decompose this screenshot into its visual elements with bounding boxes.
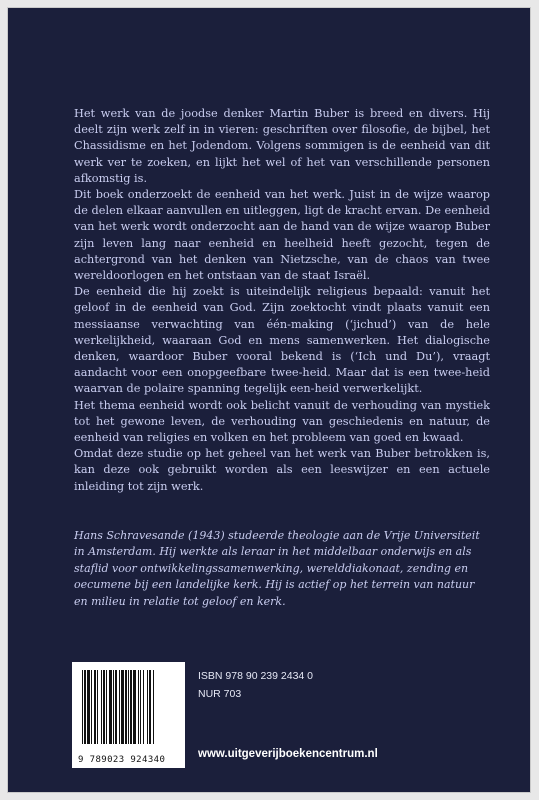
publisher-url: www.uitgeverijboekencentrum.nl (198, 748, 378, 760)
barcode-bar (97, 670, 98, 744)
barcode-bar (119, 670, 120, 744)
barcode-bar (91, 670, 92, 744)
barcode-bar (84, 670, 86, 744)
blurb-paragraph-5: Omdat deze studie op het geheel van het werk van Buber betrokken is, kan deze ook gebruikt worden als een leeswijzer en een actuele inleiding tot zijn werk. (74, 447, 490, 493)
barcode-bar (109, 670, 112, 744)
barcode-bar (82, 670, 83, 744)
back-cover (8, 8, 530, 792)
blurb-text (74, 106, 490, 495)
barcode-bar (140, 670, 141, 744)
barcode-bar (128, 670, 129, 744)
barcode-bar (87, 670, 90, 744)
barcode-bar (133, 670, 136, 744)
barcode-bar (103, 670, 105, 744)
blurb-paragraph-1: Het werk van de joodse denker Martin Buber is breed en divers. Hij deelt zijn werk zelf in in vieren: geschriften over filosofie, de bijbel, het Chassidisme en het Jodendom. Volgens sommigen is de eenheid van dit werk ver te zoeken, en lijkt het wel of het van verschillende personen afkomstig is. (74, 107, 490, 185)
barcode-bar (153, 670, 154, 744)
barcode-bars (80, 670, 177, 744)
blurb-paragraph-3: De eenheid die hij zoekt is uiteindelijk religieus bepaald: vanuit het geloof in de eenheid van God. Zijn zoektocht vindt plaats vanuit een messiaanse verwachting van één-making (‘jichud’) van de hele werkelijkheid, waaraan God en mens samenwerken. Het dialogische denken, waardoor Buber vooral bekend is (‘Ich und Du’), vraagt aandacht voor een onopgeefbare twee-heid. Maar dat is een twee-heid waarvan de polaire spanning tegelijk een-heid verwerkelijkt. (74, 285, 490, 396)
barcode-bar (147, 670, 148, 744)
blurb-paragraph-4: Het thema eenheid wordt ook belicht vanuit de verhouding van mystiek tot het gewone leven, de verhouding van geschiedenis en natuur, de eenheid van religies en volken en het probleem van goed en kwaad. (74, 398, 490, 445)
barcode-digits: 9 789023 924340 (78, 755, 166, 765)
barcode-bar (143, 670, 144, 744)
barcode-bar (130, 670, 132, 744)
barcode-bar (125, 670, 127, 744)
author-bio: Hans Schravesande (1943) studeerde theologie aan de Vrije Universiteit in Amsterdam. Hij werkte als leraar in het middelbaar onderwijs en als staflid voor ontwikkelingssamenwerking, werelddiakonaat, zending en oecumene bij een landelijke kerk. Hij is actief op het terrein van natuur en milieu in relatie tot geloof en kerk. (74, 529, 480, 608)
barcode-bar (94, 670, 96, 744)
barcode-bar (121, 670, 124, 744)
barcode (72, 662, 185, 768)
isbn-text: ISBN 978 90 239 2434 0 (198, 670, 314, 682)
barcode-bar (149, 670, 151, 744)
barcode-bar (138, 670, 139, 744)
barcode-bar (106, 670, 107, 744)
blurb-paragraph-2: Dit boek onderzoekt de eenheid van het werk. Juist in de wijze waarop de delen elkaar aanvullen en uitleggen, ligt de kracht ervan. De eenheid van het werk wordt onderzocht aan de hand van de wijze waarop Buber zijn leven lang naar eenheid en heelheid heeft gezocht, tegen de achtergrond van het denken van Nietzsche, van de chaos van twee wereldoorlogen en het ontstaan van de staat Israël. (74, 188, 490, 283)
nur-text: NUR 703 (198, 688, 242, 700)
barcode-bar (115, 670, 117, 744)
barcode-bar (113, 670, 114, 744)
barcode-bar (101, 670, 102, 744)
